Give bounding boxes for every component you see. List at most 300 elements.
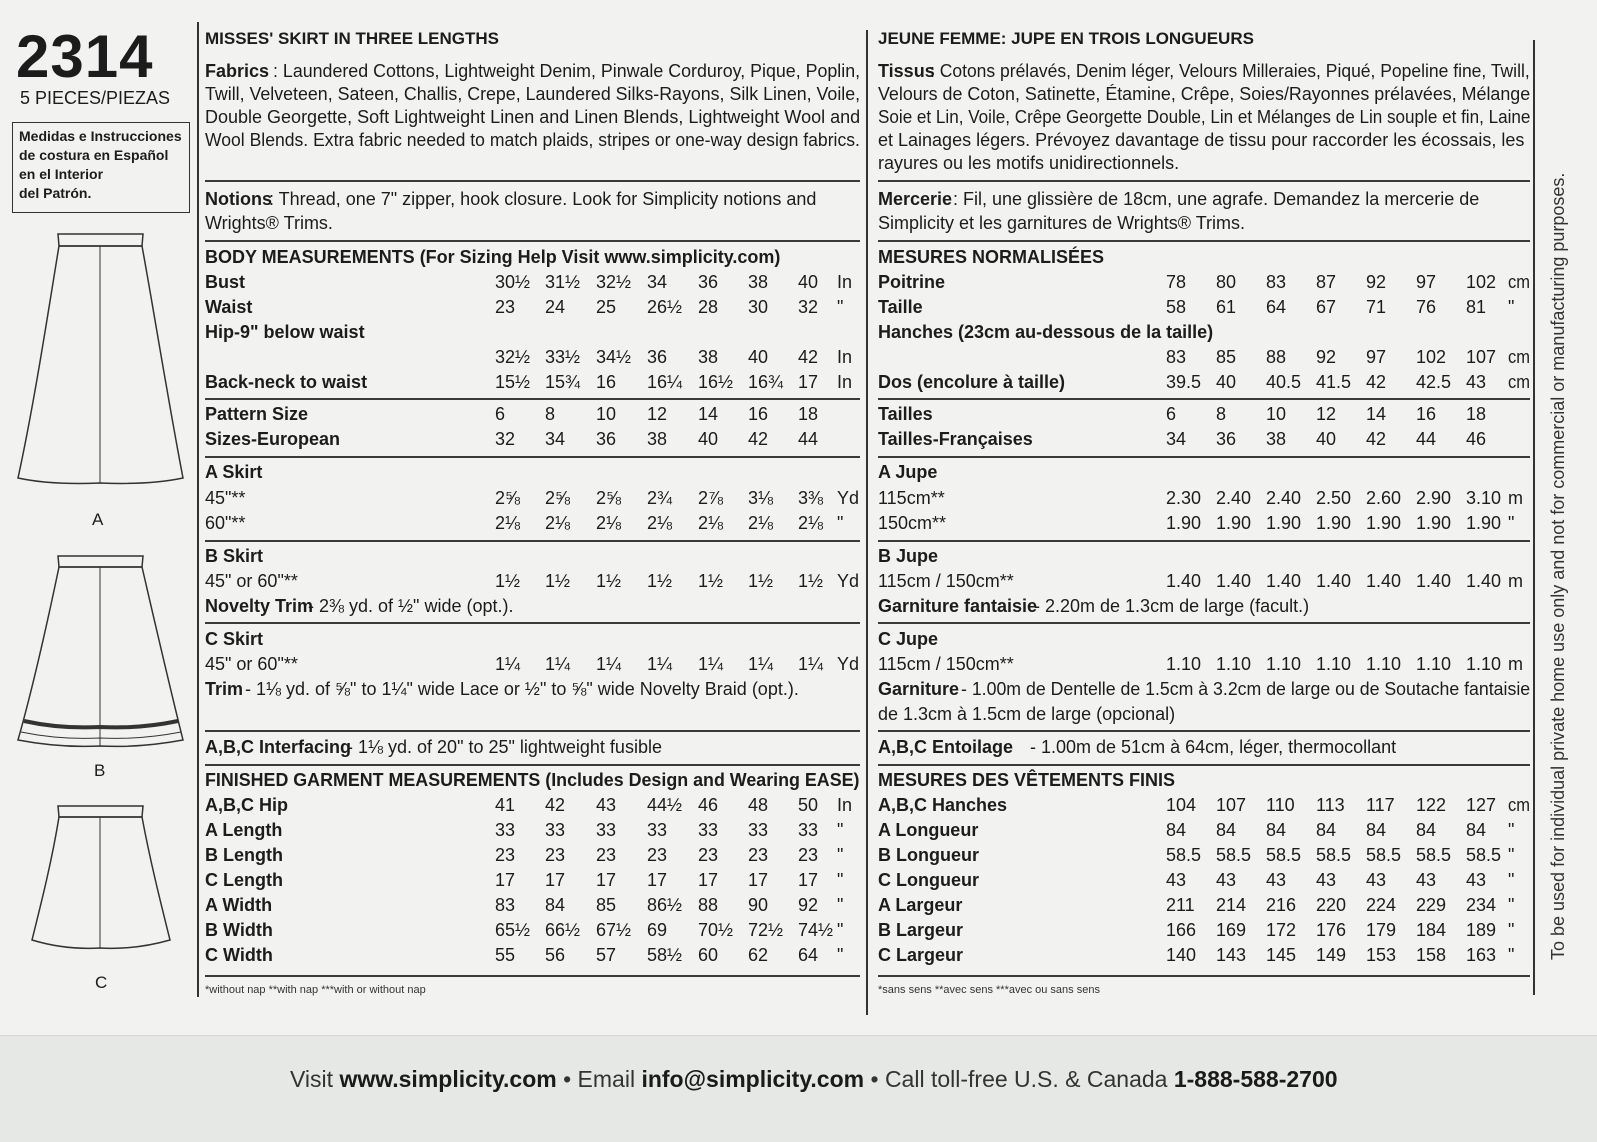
section-rule bbox=[878, 540, 1530, 542]
measure-value: 1¼ bbox=[647, 654, 673, 674]
pieces-count: 5 PIECES/PIEZAS bbox=[20, 88, 171, 108]
measure-value: 1.40 bbox=[1316, 571, 1352, 591]
measure-value: 33½ bbox=[545, 347, 581, 367]
measure-value: 81 bbox=[1466, 297, 1487, 317]
measure-value: 10 bbox=[596, 404, 617, 424]
measure-value: 16¼ bbox=[647, 372, 683, 392]
measure-value: 83 bbox=[495, 895, 516, 915]
measure-value: 1½ bbox=[596, 571, 622, 591]
measure-value: 1.90 bbox=[1466, 513, 1502, 533]
measure-value: 2⅝ bbox=[545, 488, 571, 508]
measure-row-label: C Longueur bbox=[878, 870, 979, 890]
measure-value: 40 bbox=[798, 272, 819, 292]
notions-label: Mercerie bbox=[878, 189, 953, 209]
measure-value: 40 bbox=[1316, 429, 1337, 449]
measure-value: 41 bbox=[495, 795, 516, 815]
measure-value: 85 bbox=[596, 895, 617, 915]
measure-value: 23 bbox=[647, 845, 668, 865]
measure-value: 34 bbox=[647, 272, 668, 292]
measure-value: 58 bbox=[1166, 297, 1187, 317]
measure-value: 42 bbox=[748, 429, 769, 449]
measure-value: 32 bbox=[495, 429, 516, 449]
measure-value: 1½ bbox=[545, 571, 571, 591]
measure-value: 36 bbox=[698, 272, 719, 292]
body-measurements-header: BODY MEASUREMENTS (For Sizing Help Visit www.simplicity.com) bbox=[205, 247, 781, 267]
measure-value: 80 bbox=[1216, 272, 1237, 292]
measure-value: 30 bbox=[748, 297, 769, 317]
measure-value: 76 bbox=[1416, 297, 1437, 317]
measure-value: 84 bbox=[545, 895, 566, 915]
measure-value: 65½ bbox=[495, 920, 531, 940]
skirt-b-illustration bbox=[18, 556, 183, 746]
measure-value: 145 bbox=[1266, 945, 1297, 965]
measure-value: 23 bbox=[798, 845, 819, 865]
measure-value: 43 bbox=[1266, 870, 1287, 890]
measure-value: 1.40 bbox=[1216, 571, 1252, 591]
fabrics-label: Tissus bbox=[878, 61, 935, 81]
measure-value: 97 bbox=[1366, 347, 1387, 367]
measure-row-label: Waist bbox=[205, 297, 253, 317]
measure-row-label: Back-neck to waist bbox=[205, 372, 368, 392]
column-divider-left bbox=[197, 22, 199, 997]
measure-value: 1.10 bbox=[1366, 654, 1402, 674]
measure-value: 1.90 bbox=[1266, 513, 1302, 533]
section-rule bbox=[205, 180, 860, 182]
fabrics-label: Fabrics bbox=[205, 61, 270, 81]
measure-value: 214 bbox=[1216, 895, 1247, 915]
measure-value: 15¾ bbox=[545, 372, 581, 392]
measure-value: 1.90 bbox=[1416, 513, 1452, 533]
fabrics-line: et Lainages légers. Prévoyez davantage de tissu pour raccorder les écossais, les bbox=[878, 130, 1525, 150]
measure-value: 8 bbox=[1216, 404, 1227, 424]
measure-value: 1.10 bbox=[1416, 654, 1452, 674]
measure-value: 74½ bbox=[798, 920, 834, 940]
usage-restriction-note: To be used for individual private home use only and not for commercial or manufacturing purposes. bbox=[1548, 172, 1568, 960]
measure-unit: " bbox=[1508, 297, 1515, 317]
measure-value: 2.30 bbox=[1166, 488, 1202, 508]
measure-value: 43 bbox=[1466, 870, 1487, 890]
measure-value: 102 bbox=[1416, 347, 1447, 367]
fabrics-line: Wool Blends. Extra fabric needed to match plaids, stripes or one-way design fabrics. bbox=[205, 130, 860, 150]
measure-value: 92 bbox=[798, 895, 819, 915]
email-link[interactable]: info@simplicity.com bbox=[641, 1066, 865, 1092]
measure-value: 44 bbox=[1416, 429, 1437, 449]
measure-value: 67 bbox=[1316, 297, 1337, 317]
skirt-a-illustration bbox=[18, 234, 183, 483]
measure-value: 32 bbox=[798, 297, 819, 317]
measure-value: 56 bbox=[545, 945, 566, 965]
trim-label: Novelty Trim bbox=[205, 596, 314, 616]
measure-value: 33 bbox=[698, 820, 719, 840]
measure-value: 84 bbox=[1216, 820, 1237, 840]
fabrics-line: : Cotons prélavés, Denim léger, Velours Milleraies, Piqué, Popeline fine, Twill, bbox=[930, 61, 1530, 81]
measure-value: 17 bbox=[748, 870, 769, 890]
fabrics-line: rayures ou les motifs unidirectionnels. bbox=[878, 153, 1180, 173]
measure-value: 2.40 bbox=[1216, 488, 1252, 508]
measure-value: 84 bbox=[1416, 820, 1437, 840]
measure-unit: " bbox=[837, 845, 844, 865]
measure-value: 1¼ bbox=[495, 654, 521, 674]
measure-value: 42.5 bbox=[1416, 372, 1452, 392]
measure-value: 2⅛ bbox=[748, 513, 774, 533]
measure-unit: " bbox=[1508, 870, 1515, 890]
measure-value: 86½ bbox=[647, 895, 683, 915]
measure-value: 117 bbox=[1366, 795, 1395, 815]
measure-value: 1.90 bbox=[1366, 513, 1402, 533]
finished-measurements-header: FINISHED GARMENT MEASUREMENTS (Includes Design and Wearing EASE) bbox=[205, 770, 860, 790]
measure-value: 58.5 bbox=[1366, 845, 1402, 865]
measure-value: 46 bbox=[1466, 429, 1487, 449]
measure-row-label: A Length bbox=[205, 820, 283, 840]
measure-value: 17 bbox=[798, 870, 819, 890]
measure-row-label: Hip-9" below waist bbox=[205, 322, 365, 342]
fabrics-line: Twill, Velveteen, Sateen, Challis, Crepe, Laundered Silks-Rayons, Silk Linen, Voile, bbox=[205, 84, 861, 104]
measure-value: 189 bbox=[1466, 920, 1497, 940]
measure-value: 166 bbox=[1166, 920, 1197, 940]
measure-unit: " bbox=[837, 820, 844, 840]
measure-value: 33 bbox=[748, 820, 769, 840]
measure-value: 8 bbox=[545, 404, 556, 424]
section-rule bbox=[878, 975, 1530, 977]
measure-value: 1.10 bbox=[1166, 654, 1202, 674]
measure-value: 18 bbox=[798, 404, 819, 424]
measure-value: 83 bbox=[1166, 347, 1187, 367]
view-label-a: A bbox=[92, 510, 104, 529]
measure-row-label: A Width bbox=[205, 895, 273, 915]
measure-value: 32½ bbox=[596, 272, 632, 292]
fabrics-line: Double Georgette, Soft Lightweight Linen and Linen Blends, Lightweight Wool and bbox=[205, 107, 861, 127]
measure-value: 84 bbox=[1466, 820, 1487, 840]
measure-unit: " bbox=[1508, 845, 1515, 865]
measure-value: 10 bbox=[1266, 404, 1287, 424]
measure-value: 23 bbox=[698, 845, 719, 865]
measure-value: 1.40 bbox=[1366, 571, 1402, 591]
nap-footnote: *without nap **with nap ***with or without nap bbox=[205, 984, 426, 996]
measure-value: 1½ bbox=[698, 571, 724, 591]
measure-value: 25 bbox=[596, 297, 617, 317]
measure-value: 184 bbox=[1416, 920, 1447, 940]
measure-row-label: Tailles-Françaises bbox=[878, 429, 1033, 449]
notions-line: : Fil, une glissière de 18cm, une agrafe. Demandez la mercerie de bbox=[953, 189, 1480, 209]
interfacing-text: - 1.00m de 51cm à 64cm, léger, thermocollant bbox=[1030, 737, 1397, 757]
measure-value: 57 bbox=[596, 945, 617, 965]
spanish-note-line: de costura en Español bbox=[19, 147, 169, 163]
measure-value: 92 bbox=[1366, 272, 1387, 292]
measure-value: 104 bbox=[1166, 795, 1197, 815]
measure-row-label: 115cm / 150cm** bbox=[878, 571, 1014, 591]
section-title: JEUNE FEMME: JUPE EN TROIS LONGUEURS bbox=[878, 29, 1254, 48]
measure-value: 30½ bbox=[495, 272, 531, 292]
call-label: • Call toll-free U.S. & Canada bbox=[864, 1066, 1174, 1092]
view-a-yardage-title: A Skirt bbox=[205, 462, 263, 482]
measure-value: 36 bbox=[596, 429, 617, 449]
measure-value: 127 bbox=[1466, 795, 1497, 815]
measure-value: 92 bbox=[1316, 347, 1337, 367]
interfacing-label: A,B,C Entoilage bbox=[878, 737, 1014, 757]
section-rule bbox=[878, 240, 1530, 242]
measure-row-label: Pattern Size bbox=[205, 404, 309, 424]
measure-value: 2⅛ bbox=[798, 513, 824, 533]
measure-unit: " bbox=[1508, 820, 1515, 840]
measure-value: 179 bbox=[1366, 920, 1397, 940]
measure-unit: m bbox=[1508, 571, 1523, 591]
measure-value: 34½ bbox=[596, 347, 632, 367]
measure-value: 17 bbox=[647, 870, 668, 890]
measure-value: 64 bbox=[1266, 297, 1287, 317]
measure-value: 43 bbox=[1366, 870, 1387, 890]
measure-value: 1¼ bbox=[596, 654, 622, 674]
measure-value: 33 bbox=[495, 820, 516, 840]
view-b-yardage-title: B Skirt bbox=[205, 546, 264, 566]
measure-value: 1.90 bbox=[1166, 513, 1202, 533]
section-rule bbox=[205, 975, 860, 977]
measure-value: 16¾ bbox=[748, 372, 784, 392]
section-title: MISSES' SKIRT IN THREE LENGTHS bbox=[205, 29, 500, 48]
measure-value: 34 bbox=[1166, 429, 1187, 449]
measure-unit: In bbox=[837, 347, 853, 367]
contact-line bbox=[290, 1066, 1338, 1093]
measure-value: 42 bbox=[1366, 372, 1387, 392]
measure-value: 1.40 bbox=[1166, 571, 1202, 591]
measure-value: 1½ bbox=[647, 571, 673, 591]
measure-value: 14 bbox=[698, 404, 719, 424]
measure-value: 169 bbox=[1216, 920, 1247, 940]
measure-value: 36 bbox=[647, 347, 668, 367]
measure-value: 40 bbox=[698, 429, 719, 449]
measure-row-label: Dos (encolure à taille) bbox=[878, 372, 1066, 392]
measure-row-label: 115cm / 150cm** bbox=[878, 654, 1014, 674]
measure-row-label: Hanches (23cm au-dessous de la taille) bbox=[878, 322, 1214, 342]
measure-value: 2.90 bbox=[1416, 488, 1452, 508]
measure-unit: cm bbox=[1508, 347, 1531, 367]
measure-unit: Yd bbox=[837, 654, 860, 674]
measure-value: 224 bbox=[1366, 895, 1397, 915]
trim-text: - 2⅜ yd. of ½" wide (opt.). bbox=[308, 596, 514, 616]
measure-value: 50 bbox=[798, 795, 819, 815]
section-rule bbox=[878, 180, 1530, 182]
measure-value: 26½ bbox=[647, 297, 683, 317]
view-b-yardage-title: B Jupe bbox=[878, 546, 939, 566]
measure-value: 38 bbox=[748, 272, 769, 292]
measure-value: 2⅛ bbox=[698, 513, 724, 533]
measure-row-label: B Width bbox=[205, 920, 273, 940]
measure-value: 14 bbox=[1366, 404, 1387, 424]
measure-value: 41.5 bbox=[1316, 372, 1352, 392]
measure-value: 220 bbox=[1316, 895, 1347, 915]
measure-unit: In bbox=[837, 272, 853, 292]
measure-row-label: Tailles bbox=[878, 404, 933, 424]
measure-value: 1.10 bbox=[1216, 654, 1252, 674]
measure-value: 43 bbox=[1466, 372, 1487, 392]
measure-row-label: 115cm** bbox=[878, 488, 945, 508]
measure-value: 2.50 bbox=[1316, 488, 1352, 508]
measure-row-label: 150cm** bbox=[878, 513, 947, 533]
trim-text: - 1.00m de Dentelle de 1.5cm à 3.2cm de large ou de Soutache fantaisie bbox=[961, 679, 1531, 699]
left-panel bbox=[0, 0, 200, 1035]
measure-value: 84 bbox=[1366, 820, 1387, 840]
measure-value: 46 bbox=[698, 795, 719, 815]
measure-value: 40 bbox=[1216, 372, 1237, 392]
measure-value: 107 bbox=[1466, 347, 1497, 367]
measure-value: 88 bbox=[1266, 347, 1287, 367]
measure-value: 16 bbox=[1416, 404, 1437, 424]
measure-row-label: Poitrine bbox=[878, 272, 946, 292]
measure-value: 23 bbox=[748, 845, 769, 865]
section-rule bbox=[878, 730, 1530, 732]
measure-value: 12 bbox=[1316, 404, 1337, 424]
measure-row-label: 60"** bbox=[205, 513, 246, 533]
measure-value: 33 bbox=[596, 820, 617, 840]
measure-value: 43 bbox=[1216, 870, 1237, 890]
measure-value: 1.40 bbox=[1266, 571, 1302, 591]
measure-value: 6 bbox=[1166, 404, 1177, 424]
measure-value: 87 bbox=[1316, 272, 1337, 292]
measure-value: 158 bbox=[1416, 945, 1447, 965]
measure-value: 1½ bbox=[495, 571, 521, 591]
measure-value: 44 bbox=[798, 429, 819, 449]
measure-value: 43 bbox=[1416, 870, 1437, 890]
measure-value: 72½ bbox=[748, 920, 784, 940]
measure-value: 88 bbox=[698, 895, 719, 915]
nap-footnote: *sans sens **avec sens ***avec ou sans sens bbox=[878, 984, 1100, 996]
measure-value: 42 bbox=[1366, 429, 1387, 449]
measure-unit: In bbox=[837, 372, 853, 392]
measure-value: 153 bbox=[1366, 945, 1397, 965]
trim-text: - 2.20m de 1.3cm de large (facult.) bbox=[1034, 596, 1310, 616]
measure-value: 1.90 bbox=[1316, 513, 1352, 533]
notions-line: Wrights® Trims. bbox=[205, 213, 333, 233]
measure-value: 211 bbox=[1166, 895, 1195, 915]
measure-value: 58½ bbox=[647, 945, 683, 965]
website-link[interactable]: www.simplicity.com bbox=[339, 1066, 557, 1092]
measure-value: 42 bbox=[545, 795, 566, 815]
measure-unit: " bbox=[1508, 920, 1515, 940]
view-c-yardage-title: C Jupe bbox=[878, 629, 939, 649]
measure-row-label: A,B,C Hanches bbox=[878, 795, 1008, 815]
measure-value: 1½ bbox=[748, 571, 774, 591]
measure-row-label: C Largeur bbox=[878, 945, 964, 965]
measure-value: 78 bbox=[1166, 272, 1187, 292]
pattern-number: 2314 bbox=[16, 23, 154, 90]
trim-label: Garniture bbox=[878, 679, 960, 699]
measure-unit: " bbox=[837, 870, 844, 890]
measure-value: 3.10 bbox=[1466, 488, 1502, 508]
measure-row-label: 45" or 60"** bbox=[205, 571, 298, 591]
measure-value: 16 bbox=[748, 404, 769, 424]
measure-value: 23 bbox=[545, 845, 566, 865]
view-label-c: C bbox=[95, 973, 108, 992]
measure-unit: cm bbox=[1508, 372, 1531, 392]
measure-value: 1¼ bbox=[545, 654, 571, 674]
measure-value: 23 bbox=[596, 845, 617, 865]
section-rule bbox=[205, 764, 860, 766]
measure-unit: " bbox=[1508, 945, 1515, 965]
interfacing-text: - 1⅛ yd. of 20" to 25" lightweight fusible bbox=[347, 737, 662, 757]
measure-value: 33 bbox=[798, 820, 819, 840]
measure-unit: In bbox=[837, 795, 853, 815]
measure-value: 58.5 bbox=[1466, 845, 1502, 865]
visit-label: Visit bbox=[290, 1066, 340, 1092]
measure-row-label: Sizes-European bbox=[205, 429, 341, 449]
measure-value: 31½ bbox=[545, 272, 581, 292]
measure-value: 58.5 bbox=[1266, 845, 1302, 865]
measure-value: 38 bbox=[647, 429, 668, 449]
measure-value: 17 bbox=[495, 870, 516, 890]
section-rule bbox=[205, 540, 860, 542]
notions-label: Notions bbox=[205, 189, 272, 209]
section-rule bbox=[205, 456, 860, 458]
skirt-c-illustration bbox=[32, 806, 170, 948]
spanish-note-line: en el Interior bbox=[19, 166, 104, 182]
section-rule bbox=[205, 730, 860, 732]
measure-value: 60 bbox=[698, 945, 719, 965]
measure-value: 17 bbox=[798, 372, 819, 392]
measure-value: 44½ bbox=[647, 795, 683, 815]
measure-value: 38 bbox=[698, 347, 719, 367]
measure-unit: " bbox=[1508, 513, 1515, 533]
phone-number[interactable]: 1-888-588-2700 bbox=[1173, 1066, 1338, 1092]
measure-value: 83 bbox=[1266, 272, 1287, 292]
fabrics-line: Soie et Lin, Voile, Crêpe Georgette Double, Lin et Mélanges de Lin souple et fin, Laine bbox=[878, 107, 1531, 127]
measure-value: 2.40 bbox=[1266, 488, 1302, 508]
measure-value: 3⅜ bbox=[798, 488, 824, 508]
measure-value: 102 bbox=[1466, 272, 1497, 292]
measure-value: 15½ bbox=[495, 372, 531, 392]
measure-row-label: 45" or 60"** bbox=[205, 654, 298, 674]
measure-value: 2⅛ bbox=[545, 513, 571, 533]
spanish-note-line: del Patrón. bbox=[19, 185, 92, 201]
measure-unit: cm bbox=[1508, 272, 1531, 292]
measure-value: 122 bbox=[1416, 795, 1447, 815]
measure-value: 1.10 bbox=[1266, 654, 1302, 674]
section-rule bbox=[878, 398, 1530, 400]
measure-value: 43 bbox=[596, 795, 617, 815]
measure-value: 16 bbox=[596, 372, 617, 392]
measure-value: 84 bbox=[1316, 820, 1337, 840]
trim-label: Garniture fantaisie bbox=[878, 596, 1038, 616]
measure-value: 1¼ bbox=[748, 654, 774, 674]
measure-unit: m bbox=[1508, 654, 1523, 674]
measure-value: 64 bbox=[798, 945, 819, 965]
measure-value: 2⅝ bbox=[596, 488, 622, 508]
measure-value: 1.10 bbox=[1466, 654, 1502, 674]
measure-value: 172 bbox=[1266, 920, 1297, 940]
measure-value: 2⅝ bbox=[495, 488, 521, 508]
section-rule bbox=[205, 240, 860, 242]
measure-value: 58.5 bbox=[1416, 845, 1452, 865]
measure-value: 2⅛ bbox=[596, 513, 622, 533]
measure-unit: Yd bbox=[837, 571, 860, 591]
section-rule bbox=[878, 622, 1530, 624]
measure-value: 23 bbox=[495, 845, 516, 865]
measure-value: 90 bbox=[748, 895, 769, 915]
measure-value: 84 bbox=[1166, 820, 1187, 840]
measure-value: 234 bbox=[1466, 895, 1497, 915]
measure-value: 140 bbox=[1166, 945, 1197, 965]
column-divider-right bbox=[1533, 40, 1535, 995]
fabrics-line: : Laundered Cottons, Lightweight Denim, Pinwale Corduroy, Pique, Poplin, bbox=[273, 61, 861, 81]
measure-value: 2¾ bbox=[647, 488, 673, 508]
measure-value: 62 bbox=[748, 945, 769, 965]
section-rule bbox=[205, 398, 860, 400]
measure-value: 1¼ bbox=[798, 654, 824, 674]
measure-value: 163 bbox=[1466, 945, 1497, 965]
spanish-note-line: Medidas e Instrucciones bbox=[19, 128, 182, 144]
measure-value: 67½ bbox=[596, 920, 632, 940]
measure-value: 3⅛ bbox=[748, 488, 774, 508]
measure-unit: " bbox=[1508, 895, 1515, 915]
measure-value: 32½ bbox=[495, 347, 531, 367]
